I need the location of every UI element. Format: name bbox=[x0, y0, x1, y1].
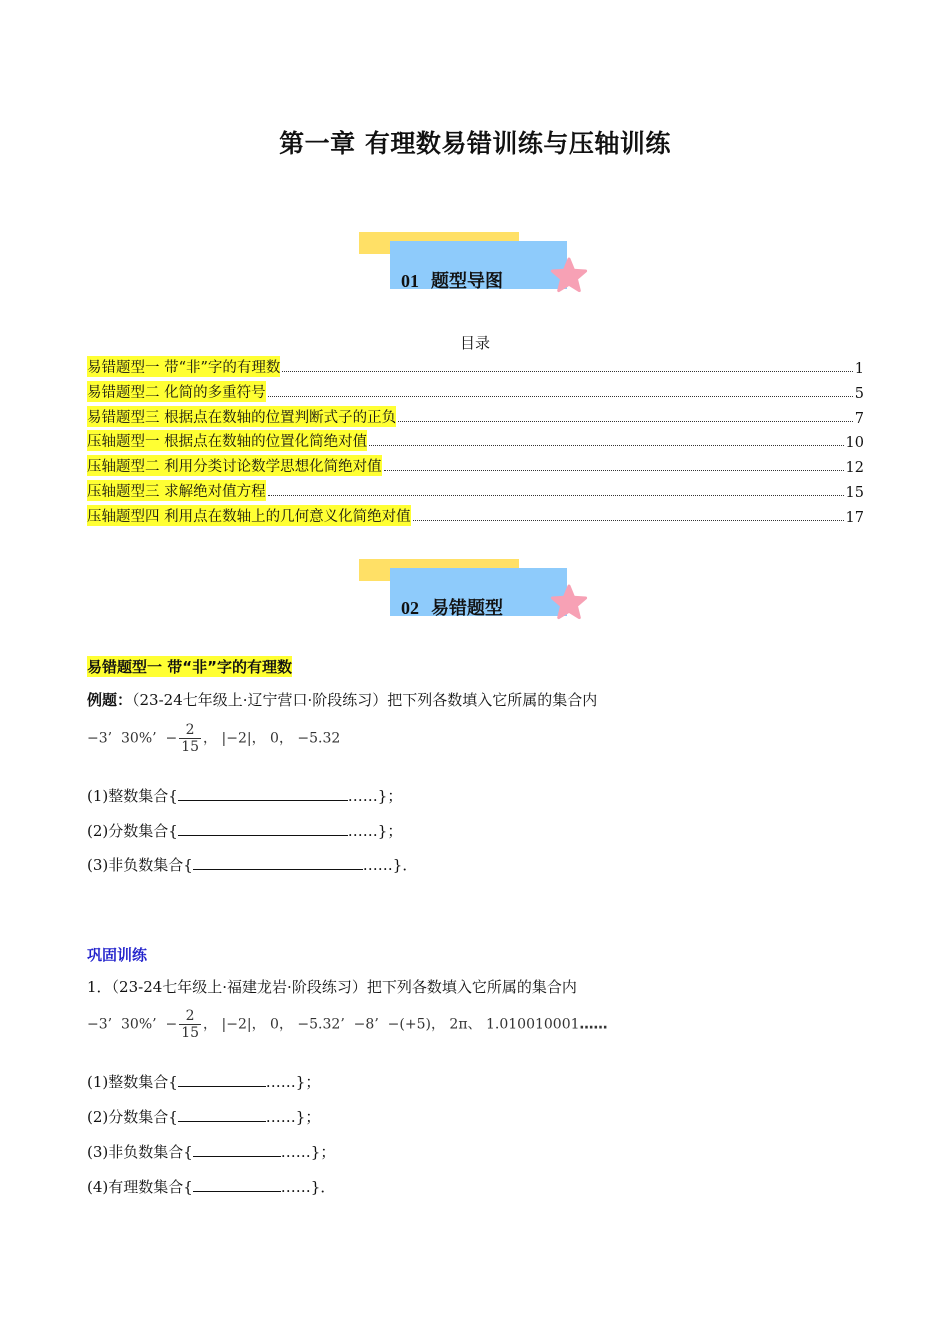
toc-leader-dots bbox=[369, 445, 843, 446]
section-banner-2 bbox=[359, 559, 599, 639]
example-line bbox=[87, 689, 597, 710]
banner-number: 02 bbox=[401, 598, 419, 618]
toc-item-label: 压轴题型四 利用点在数轴上的几何意义化简绝对值 bbox=[87, 505, 411, 526]
section-banner-1 bbox=[359, 232, 599, 312]
star-icon bbox=[549, 583, 589, 623]
toc-page-number: 5 bbox=[854, 385, 864, 402]
banner-label: 易错题型 bbox=[431, 598, 503, 619]
question-text: （23-24七年级上·福建龙岩·阶段练习）把下列各数填入它所属的集合内 bbox=[111, 978, 577, 996]
number-item: −(+5) bbox=[387, 1016, 431, 1033]
toc-leader-dots bbox=[413, 520, 844, 521]
fraction: $\frac{2}{15}$ bbox=[181, 1008, 200, 1041]
toc-item-label: 压轴题型一 根据点在数轴的位置化简绝对值 bbox=[87, 430, 367, 451]
answer-blank[interactable] bbox=[178, 821, 348, 836]
number-item: −5.32 bbox=[297, 730, 341, 747]
star-icon bbox=[549, 256, 589, 296]
toc-item[interactable] bbox=[87, 454, 864, 476]
answer-blank[interactable] bbox=[178, 1107, 266, 1122]
section-title: 易错题型一 带“非”字的有理数 bbox=[87, 658, 292, 676]
number-item: 0 bbox=[270, 730, 279, 747]
toc-page-number: 10 bbox=[845, 435, 864, 452]
number-item: 30% bbox=[121, 1016, 153, 1033]
set-line-1: (1)整数集合{ ……}； bbox=[87, 1073, 321, 1091]
example-label: 例题： bbox=[87, 691, 133, 709]
toc-item-label: 易错题型三 根据点在数轴的位置判断式子的正负 bbox=[87, 406, 396, 427]
page-title: 第一章 有理数易错训练与压轴训练 bbox=[279, 129, 671, 158]
ellipsis: …… bbox=[579, 1016, 608, 1033]
number-list: −3’ 30%’ − $\frac{2}{15}$ ， |−2|， 0， −5.32 bbox=[87, 722, 341, 755]
number-item: −5.32 bbox=[297, 1016, 341, 1033]
toc-leader-dots bbox=[268, 495, 844, 496]
number-item: 2π bbox=[449, 1016, 468, 1033]
toc-item[interactable] bbox=[87, 504, 864, 526]
number-list: −3’ 30%’ − $\frac{2}{15}$ ， |−2|， 0， −5.32’ −8’ −(+5)， 2π、 1.010010001…… bbox=[87, 1008, 608, 1041]
toc-leader-dots bbox=[384, 470, 844, 471]
answer-blank[interactable] bbox=[193, 1142, 281, 1157]
toc-item-label: 易错题型一 带“非”字的有理数 bbox=[87, 356, 280, 377]
set-line-2: (2)分数集合{ ……}； bbox=[87, 1108, 321, 1126]
number-item: 1.010010001 bbox=[485, 1016, 580, 1033]
toc-item[interactable] bbox=[87, 479, 864, 501]
banner-number: 01 bbox=[401, 271, 419, 291]
toc-item[interactable] bbox=[87, 355, 864, 377]
answer-blank[interactable] bbox=[193, 855, 363, 870]
toc-leader-dots bbox=[398, 421, 853, 422]
toc-item-label: 压轴题型二 利用分类讨论数学思想化简绝对值 bbox=[87, 455, 382, 476]
toc-item-label: 易错题型二 化简的多重符号 bbox=[87, 381, 266, 402]
fraction: $\frac{2}{15}$ bbox=[181, 722, 200, 755]
toc-page-number: 17 bbox=[845, 509, 864, 526]
number-item: −3 bbox=[87, 730, 108, 747]
practice-heading: 巩固训练 bbox=[87, 946, 148, 964]
answer-blank[interactable] bbox=[178, 786, 348, 801]
banner-label: 题型导图 bbox=[431, 271, 503, 292]
toc-leader-dots bbox=[268, 396, 853, 397]
toc-heading: 目录 bbox=[459, 334, 490, 352]
toc-item[interactable] bbox=[87, 380, 864, 402]
number-item: 30% bbox=[121, 730, 153, 747]
number-item: |−2| bbox=[221, 730, 252, 747]
toc-item[interactable] bbox=[87, 405, 864, 427]
number-sign: − bbox=[165, 730, 178, 747]
toc-item[interactable] bbox=[87, 429, 864, 451]
number-item: |−2| bbox=[221, 1016, 252, 1033]
number-sign: − bbox=[165, 1016, 178, 1033]
toc-page-number: 12 bbox=[845, 460, 864, 477]
toc-page-number: 7 bbox=[854, 410, 864, 427]
answer-blank[interactable] bbox=[193, 1177, 281, 1192]
set-line-2: (2)分数集合{ ……}； bbox=[87, 822, 403, 840]
toc-item-label: 压轴题型三 求解绝对值方程 bbox=[87, 480, 266, 501]
set-line-3: (3)非负数集合{ ……}； bbox=[87, 1143, 336, 1161]
answer-blank[interactable] bbox=[178, 1072, 266, 1087]
set-line-1: (1)整数集合{ ……}； bbox=[87, 787, 403, 805]
set-line-4: (4)有理数集合{ ……}． bbox=[87, 1178, 336, 1196]
question-line bbox=[87, 976, 577, 997]
example-text: （23-24七年级上·辽宁营口·阶段练习）把下列各数填入它所属的集合内 bbox=[132, 691, 598, 709]
number-item: −8 bbox=[353, 1016, 375, 1033]
question-number: 1． bbox=[87, 978, 112, 996]
set-line-3: (3)非负数集合{ ……}． bbox=[87, 856, 418, 874]
number-item: −3 bbox=[87, 1016, 108, 1033]
toc-page-number: 1 bbox=[854, 361, 864, 377]
number-item: 0 bbox=[270, 1016, 279, 1033]
toc-leader-dots bbox=[282, 371, 852, 372]
toc-page-number: 15 bbox=[845, 485, 864, 501]
